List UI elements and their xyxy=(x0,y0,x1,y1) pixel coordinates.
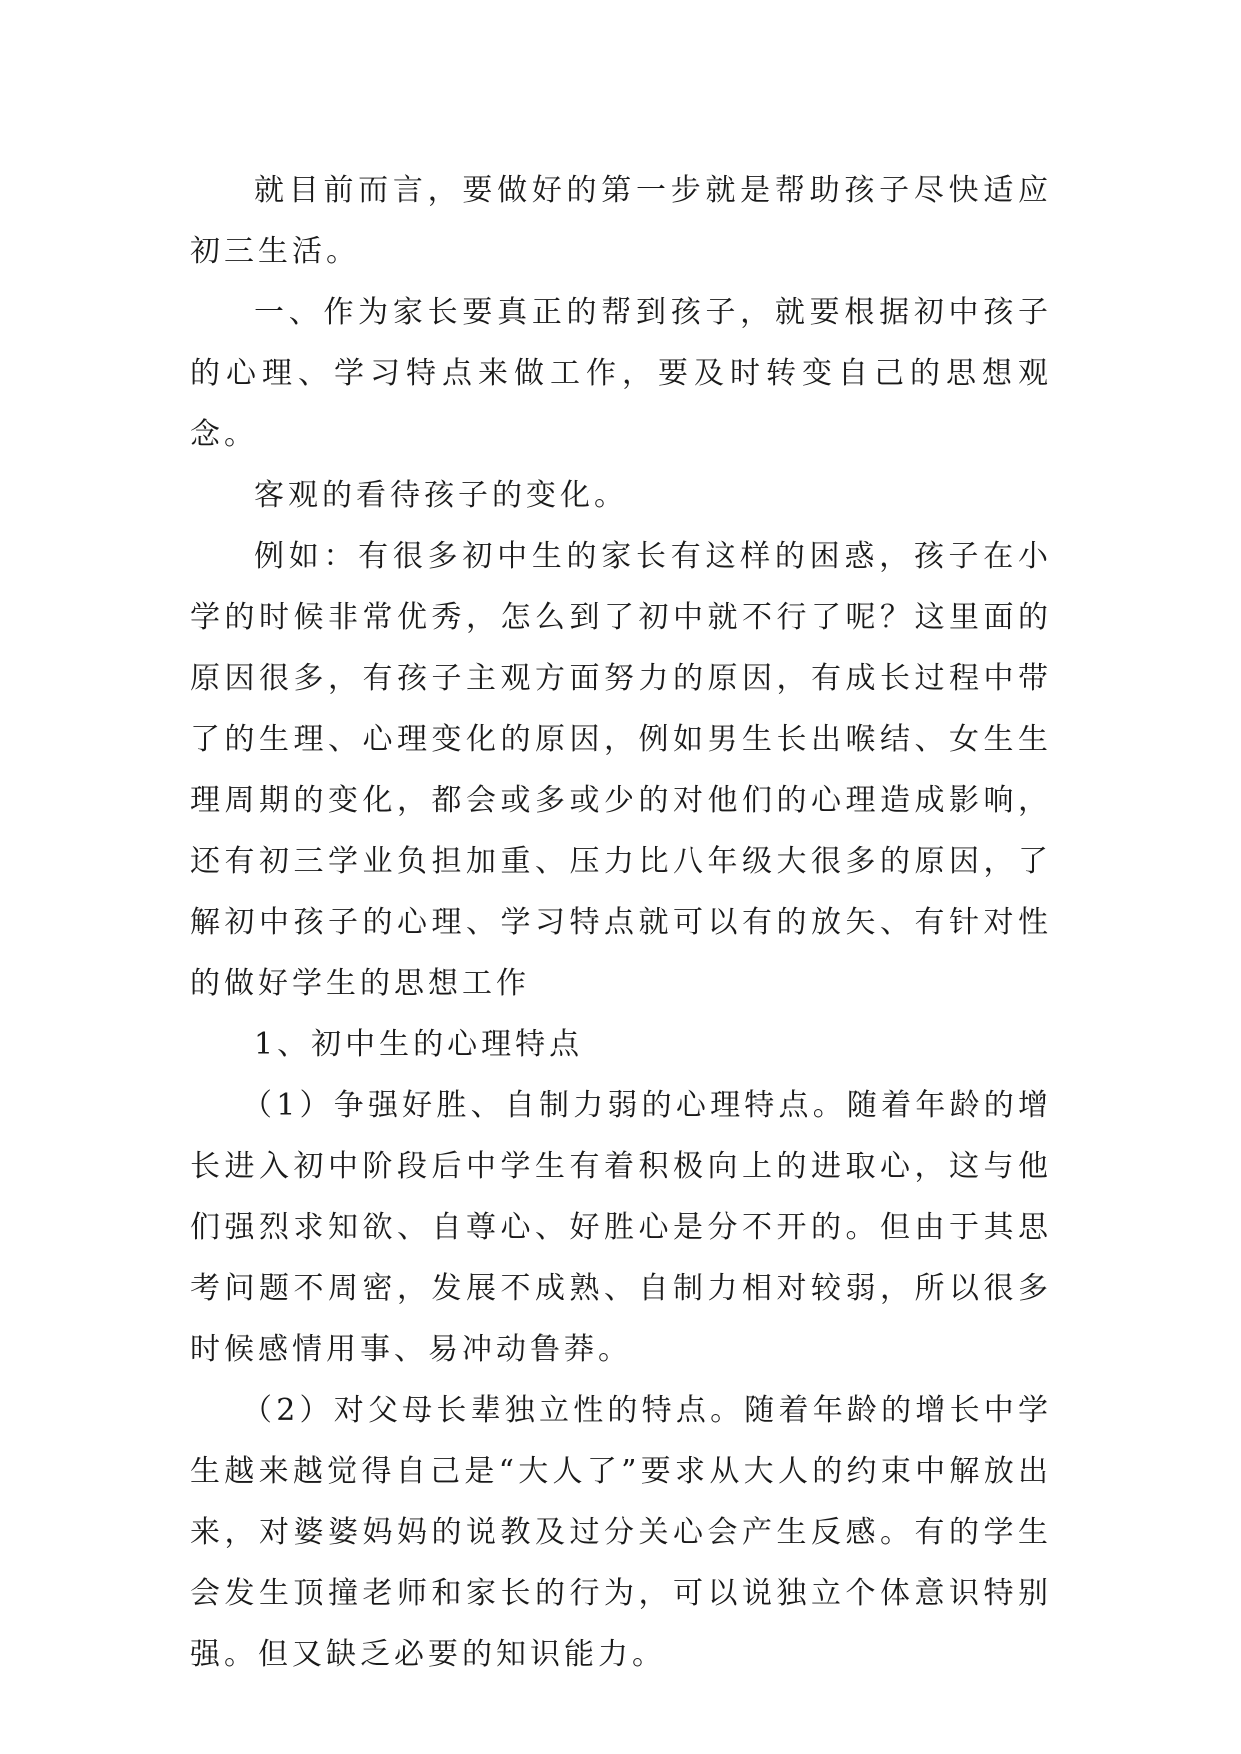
paragraph-intro: 就目前而言，要做好的第一步就是帮助孩子尽快适应初三生活。 xyxy=(190,173,1052,269)
paragraph-point-1: （1）争强好胜、自制力弱的心理特点。随着年龄的增长进入初中阶段后中学生有着积极向上的进取心，这与他们强烈求知欲、自尊心、好胜心是分不开的。但由于其思考问题不周密，发展不成熟、自制力相对较弱，所以很多时候感情用事、易冲动鲁莽。 xyxy=(190,1088,1052,1367)
paragraph-objective-view: 客观的看待孩子的变化。 xyxy=(254,478,628,513)
document-body xyxy=(190,160,1052,1685)
paragraph-point-2: （2）对父母长辈独立性的特点。随着年龄的增长中学生越来越觉得自己是“大人了”要求从大人的约束中解放出来，对婆婆妈妈的说教及过分关心会产生反感。有的学生会发生顶撞老师和家长的行为，可以说独立个体意识特别强。但又缺乏必要的知识能力。 xyxy=(190,1393,1052,1672)
paragraph-heading-psychology: 1、初中生的心理特点 xyxy=(254,1027,584,1062)
paragraph-section-one: 一、作为家长要真正的帮到孩子，就要根据初中孩子的心理、学习特点来做工作，要及时转变自己的思想观念。 xyxy=(190,295,1052,452)
paragraph-example: 例如：有很多初中生的家长有这样的困惑，孩子在小学的时候非常优秀，怎么到了初中就不行了呢？这里面的原因很多，有孩子主观方面努力的原因，有成长过程中带了的生理、心理变化的原因，例如男生长出喉结、女生生理周期的变化，都会或多或少的对他们的心理造成影响，还有初三学业负担加重、压力比八年级大很多的原因，了解初中孩子的心理、学习特点就可以有的放矢、有针对性的做好学生的思想工作 xyxy=(190,539,1052,1001)
